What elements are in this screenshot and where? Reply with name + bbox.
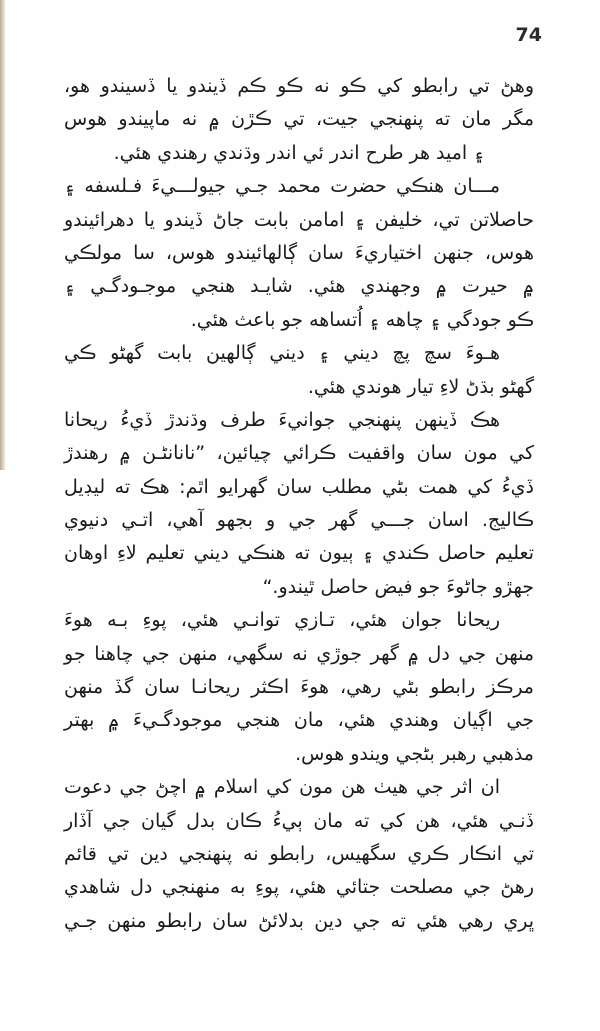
text-line: ڀري رهي هئي ته جي دين بدلائڻ سان رابطو منهن جـي xyxy=(64,909,534,932)
text-line: مگر مان ته پنهنجي جيت، تي ڪڙن ۾ نه ماپيندو هوس xyxy=(64,108,534,131)
text-line: گهڻو بڌڻ لاءِ تيار هوندي هئي. xyxy=(307,375,534,398)
text-line: وهڻ تي رابطو کي ڪو نه ڪو ڪم ڏيندو يا ڏسيندو هو، xyxy=(64,75,534,97)
text-line: جهڙو جاڻوءَ جو فيض حاصل ٿيندو.“ xyxy=(262,575,534,598)
text-line: مرڪز رابطو بڻي رهي، هوءَ اڪثر ريحانـا سان گڏ منهن xyxy=(64,676,534,699)
text-line: ۾ حيرت ۾ وجهندي هئي. شايـد هنجي موجـودگـي ۽ xyxy=(64,275,534,298)
paragraph xyxy=(64,404,534,604)
scan-spine-shadow xyxy=(0,0,6,470)
text-line: تعليم حاصل ڪندي ۽ ٻيون ته هنڪي ديني تعليم لاءِ اوهان xyxy=(64,542,534,565)
text-line: هـوءَ سچ پچ ديني ۽ ديني ڳالهين بابت گهڻو ڪي xyxy=(64,342,500,365)
text-line: ڪو جودگي ۽ چاهه ۽ اُتساهه جو باعث هئي. xyxy=(190,308,534,331)
text-line: هڪ ڏينهن پنهنجي جوانيءَ طرف وڌندڙ ڏيءُ ريحانا xyxy=(64,408,500,431)
text-line: ڏيءُ کي همت بڻي مطلب سان گهرايو اٿم: هڪ ته ليڊيل xyxy=(64,475,534,498)
page-body xyxy=(64,70,534,938)
paragraph xyxy=(64,604,534,771)
text-line: مذهبي رهبر بڻجي ويندو هوس. xyxy=(295,742,534,765)
paragraph xyxy=(64,170,534,337)
text-line: ان اثر جي هيٺ هن مون کي اسلام ۾ اچڻ جي دعوت xyxy=(64,776,500,799)
text-line: ۽ اميد هر طرح اندر ئي اندر وڌندي رهندي هئي. xyxy=(113,141,485,164)
text-line: ڪاليج. اسان جـــي گهر جي و بجهو آهي، اتـي دنيوي xyxy=(64,509,534,532)
paragraph xyxy=(64,337,534,404)
text-line: تي انڪار ڪري سگهيس، رابطو نه پنهنجي دين تي قائم xyxy=(64,842,534,865)
page-number: 74 xyxy=(515,24,542,46)
text-line: منهن جي دل ۾ گهر جوڙي نه سگهي، منهن جي چاهنا جو xyxy=(64,642,534,665)
paragraph xyxy=(64,70,534,170)
text-line: کي مون سان واقفيت ڪرائي چيائين، ”نانانڻـن ۾ رهندڙ xyxy=(64,442,534,465)
text-line: حاصلاتن تي، خليفن ۽ امامن بابت جاڻ ڏيندو يا دهرائيندو xyxy=(64,208,534,231)
text-line: ڏنـي هئي، هن کي ته مان ٻيءُ ڪان بدل گيان جي آڏار xyxy=(64,809,534,832)
paragraph xyxy=(64,771,534,938)
text-line: رهڻ جي مصلحت جتائي هئي، پوءِ به منهنجي دل شاهدي xyxy=(64,876,534,899)
text-line: مـــان هنڪي حضرت محمد جـي جيولـــيءَ فـلسفه ۽ xyxy=(64,175,500,198)
text-line: ريحانا جوان هئي، تـازي توانـي هئي، پوءِ بـه هوءَ xyxy=(64,609,500,632)
text-line: جي اڳيان وهندي هئي، مان هنجي موجودگـيءَ ۾ بهتر xyxy=(64,709,534,732)
text-line: هوس، جنهن اختياريءَ سان ڳالهائيندو هوس، سا مولڪي xyxy=(64,241,534,264)
